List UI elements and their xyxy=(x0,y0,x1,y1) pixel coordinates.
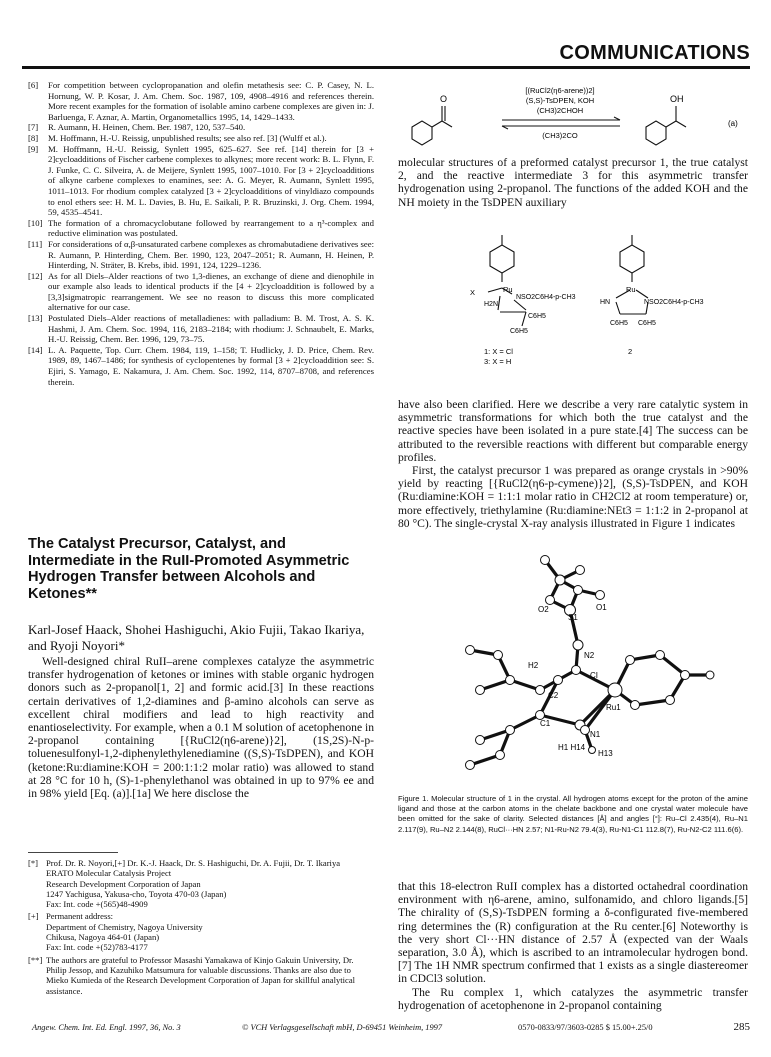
label-s1: S1 xyxy=(568,613,578,622)
body-paragraph: that this 18-electron RuII complex has a distorted octahedral coordination environment with η6-arene, amino, sulfonamido, and chloro ligands.[5] The chirality of (S,S)-TsDPEN forming a δ-configurated five-membered ring determines the (R) configuration at the Ru center.[6] Noteworthy is the very short Cl···HN distance of 2.57 Å (expected van der Waals separation, 3.0 Å), which is ascribed to an intramolecular hydrogen bond.[7] The 1H NMR spectrum confirmed that 1 exists as a single diastereomer in CDCl3 solution. xyxy=(398,880,748,986)
catalyst-1-label: 1: X = Cl xyxy=(484,347,513,356)
reference-item: [11] For considerations of α,β-unsaturated carbene complexes as chromabutadiene derivatives see: R. Aumann, P. Hinterding, Chem. Ber. 1990, 123, 2047–2051; R. Aumann, H. Heinen, P. Hinterding, N. Sträter, B. Krebs, ibid. 1991, 124, 1229–1236. xyxy=(28,238,374,271)
figure-1 xyxy=(410,540,740,780)
catalyst-2-sulfonyl: NSO2C6H4-p-CH3 xyxy=(644,299,704,306)
reagent-acetone: (CH3)2CO xyxy=(542,131,578,140)
reference-item: [9] M. Hoffmann, H.-U. Reissig, Synlett 1995, 625–627. See ref. [14] therein for [3 + 2]cycloadditions of Fischer carbene complexes to alkynes; more recent work: B. L. Flynn, F. J. Funke, C. C. Silveira, A. de Meijere, Synlett 1995, 1007–1010. For [3 + 2]cycloadditions of alkyne carbene complexes to enamines, see: A. G. Meyer, R. Aumann, Synlett 1995, 1011–1013. For rhodium complex catalyzed [3 + 2]cycloadditions of vinyldiazo compounds to enol ethers see: H. M. L. Davies, B. Hu, E. Saikali, P. R. Bruzinski, J. Org. Chem. 1994, 59, 4535–4541. xyxy=(28,143,374,218)
issn-line: 0570-0833/97/3603-0285 $ 15.00+.25/0 xyxy=(518,1023,653,1032)
reference-item: [7] R. Aumann, H. Heinen, Chem. Ber. 1987, 120, 537–540. xyxy=(28,122,246,133)
footnote-item: [**] The authors are grateful to Professor Masashi Yamakawa of Kinjo Gakuin University, Dr. Philip Jessop, and Kazuhiko Matsumura for valuable discussions. Thanks are also due to Mieko Kumieda of the Research Development Corporation of Japan for skillful analytical assistance. xyxy=(28,954,356,996)
catalyst-2-ru: Ru xyxy=(626,285,636,294)
catalyst-structures xyxy=(440,230,720,390)
reaction-scheme xyxy=(398,82,748,152)
running-header xyxy=(22,36,750,66)
body-text-block xyxy=(398,880,748,1012)
label-o2: O2 xyxy=(538,605,549,614)
label-o1: O1 xyxy=(596,603,607,612)
label-h1-h14: H1 H14 xyxy=(558,743,586,752)
body-paragraph: molecular structures of a preformed catalyst precursor 1, the true catalyst 2, and the reactive intermediate 3 for this asymmetric transfer hydrogenation using 2-propanol. The functions of the added KOH and the NH moiety in the TsDPEN auxiliary xyxy=(398,156,748,209)
reference-item: [13] Postulated Diels–Alder reactions of metalladienes: with palladium: B. M. Trost, A. S. K. Hashmi, J. Am. Chem. Soc. 1994, 116, 2183–2184; with rhodium: J. Schnaubelt, E. Marks, H.-U. Reissig, Chem. Ber. 1996, 129, 73–75. xyxy=(28,313,374,345)
catalyst-1-h2n: H2N xyxy=(484,301,499,308)
body-text-block xyxy=(398,398,748,530)
alcohol-oh-label: OH xyxy=(670,94,684,104)
label-ru1: Ru1 xyxy=(606,703,621,712)
reference-item: [8] M. Hoffmann, H.-U. Reissig, unpublished results; see also ref. [3] (Wulff et al.). xyxy=(28,132,327,143)
catalyst-structures-drawing xyxy=(440,230,720,390)
footnote-list xyxy=(28,858,374,998)
phenylethanol-structure xyxy=(646,106,686,145)
label-n1: N1 xyxy=(590,730,601,739)
header-rule xyxy=(22,66,750,69)
reference-item: [6] For competition between cyclopropanation and olefin metathesis see: C. P. Casey, N. L. Hornung, W. P. Kosar, J. Am. Chem. Soc. 1987, 109, 4908–4916 and references therein. More recent examples for the formation of isolable amino carbene complexes are given in: J. Barluenga, F. Aznar, A. Martin, Organometallics 1995, 14, 1429–1433. xyxy=(28,80,374,122)
catalyst-1-sulfonyl: NSO2C6H4-p-CH3 xyxy=(516,294,576,301)
body-paragraph: First, the catalyst precursor 1 was prepared as orange crystals in >90% yield by reacting [{RuCl2(η6-p-cymene)}2], (S,S)-TsDPEN, and KOH (Ru:diamine:KOH = 1:1:1 molar ratio in CH2Cl2 at room temperature) or, more effectively, triethylamine (Ru:diamine:NEt3 = 1:1:2 in 2-propanol at 80 °C). The single-crystal X-ray analysis illustrated in Figure 1 indicates xyxy=(398,464,748,530)
label-h13: H13 xyxy=(598,749,613,758)
catalyst-1-x: X xyxy=(470,288,476,297)
catalyst-2-hn: HN xyxy=(600,299,611,306)
reagent-isopropanol: (CH3)2CHOH xyxy=(536,106,584,115)
label-h2: H2 xyxy=(528,661,539,670)
label-c2: C2 xyxy=(548,691,559,700)
equilibrium-arrows xyxy=(502,117,620,129)
page-number: 285 xyxy=(733,1021,750,1033)
body-paragraph: have also been clarified. Here we describe a very rare catalytic system in asymmetric transformations for which both the true catalyst and the reactive species have been isolated in a pure state.[4] The success can be attributed to the reversible reactions with different but comparable energy profiles. xyxy=(398,398,748,464)
figure-caption: Figure 1. Molecular structure of 1 in the crystal. All hydrogen atoms except for the proton of the amine ligand and those at the carbon atoms in the chelate backbone and one crystal water molecule have been omitted for the sake of clarity. Selected distances [Å] and angles [°]: Ru–Cl 2.435(4), Ru–N1 2.117(9), Ru–N2 2.144(8), RuCl···HN 2.57; N1-Ru-N2 79.4(3), Ru-N1-C1 112.8(7), Ru-N2-C2 111.6(6). xyxy=(398,794,748,834)
article-authors: Karl-Josef Haack, Shohei Hashiguchi, Akio Fujii, Takao Ikariya, and Ryoji Noyori* xyxy=(28,622,365,653)
label-n2: N2 xyxy=(584,651,595,660)
catalyst-2-phenyl-a: C6H5 xyxy=(610,320,628,327)
catalyst-2-phenyl-b: C6H5 xyxy=(638,320,656,327)
reference-item: [10] The formation of a chromacyclobutane followed by rearrangement to a η³-complex and reductive elimination was postulated. xyxy=(28,217,374,239)
footnote-item: [+] Permanent address: Department of Chemistry, Nagoya University Chikusa, Nagoya 464-01 (Japan) Fax: Int. code +(52)783-4177 xyxy=(28,911,203,953)
ketone-oxygen-label: O xyxy=(440,94,448,104)
crystal-structure-drawing xyxy=(410,540,740,780)
reference-item: [14] L. A. Paquette, Top. Curr. Chem. 1984, 119, 1–158; T. Hudlicky, J. D. Price, Chem. Rev. 1989, 89, 1467–1486; for synthesis of cyclopentenes by formal [3 + 2]cycloaddition see: S. Ejiri, S. Yamago, E. Nakamura, J. Am. Chem. Soc. 1992, 114, 8707–8708, and references therein. xyxy=(28,344,374,387)
reaction-scheme-drawing xyxy=(398,82,748,152)
footnote-item: [*] Prof. Dr. R. Noyori,[+] Dr. K.-J. Haack, Dr. S. Hashiguchi, Dr. A. Fujii, Dr. T. Ikariya ERATO Molecular Catalysis Project Research Development Corporation of Japan 1247 Yachigusa, Yakusa-cho, Toyota 470-03 (Japan) Fax: Int. code +(565)48-4909 xyxy=(28,858,341,910)
acetophenone-structure xyxy=(412,106,452,145)
catalyst-3-label: 3: X = H xyxy=(484,357,512,366)
catalyst-1-ru: Ru xyxy=(503,285,513,294)
reagent-ruthenium: [(RuCl2(η6-arene))2] xyxy=(525,86,595,95)
catalyst-1-phenyl-a: C6H5 xyxy=(528,313,546,320)
article-title: The Catalyst Precursor, Catalyst, and Intermediate in the RuII-Promoted Asymmetric Hydrogen Transfer between Alcohols and Ketones** xyxy=(28,536,350,602)
section-title: COMMUNICATIONS xyxy=(559,42,750,64)
reference-list xyxy=(28,80,374,387)
body-paragraph: The Ru complex 1, which catalyzes the asymmetric transfer hydrogenation of acetophenone in 2-propanol containing xyxy=(398,985,748,1012)
catalyst-1-phenyl-b: C6H5 xyxy=(510,328,528,335)
intro-paragraph: Well-designed chiral RuII–arene complexes catalyze the asymmetric transfer hydrogenation of ketones or imines with stable organic hydrogen donors such as 2-propanol[1, 2] and formic acid.[3] In these reactions certain derivatives of 1,2-diamines and β-amino alcohols can serve as excellent chiral modifiers and lead to high reactivity and enantioselectivity. For example, when a 0.1 M solution of acetophenone in 2-propanol containing [{RuCl2(η6-arene)}2], (1S,2S)-N-p-toluenesulfonyl-1,2-diphenylethylenediamine ((S,S)-TsDPEN), and KOH (ketone:Ru:diamine:KOH = 200:1:1:2 molar ratio) was allowed to stand at 28 °C for 10 h, (S)-1-phenylethanol was obtained in up to 97% ee and in 98% yield [Eq. (a)].[1a] We here disclose the xyxy=(28,655,375,801)
label-c1: C1 xyxy=(540,719,551,728)
journal-citation: Angew. Chem. Int. Ed. Engl. 1997, 36, No. 3 xyxy=(32,1023,181,1032)
label-ci: CI xyxy=(590,671,598,680)
catalyst-2-label: 2 xyxy=(628,347,633,356)
publisher-line: © VCH Verlagsgesellschaft mbH, D-69451 Weinheim, 1997 xyxy=(242,1023,443,1032)
reference-item: [12] As for all Diels–Alder reactions of two 1,3-dienes, an exchange of diene and dienophile in our example also leads to identical products if the [4 + 2]cycloaddition is followed by a [3,3]sigmatropic rearrangement. We see no reason to discuss this more complicated alternative for our case. xyxy=(28,270,374,313)
reagent-tsdpen: (S,S)-TsDPEN, KOH xyxy=(525,96,595,105)
equation-label: (a) xyxy=(728,119,738,128)
footnote-rule xyxy=(28,852,118,853)
catalyst-1-skeleton xyxy=(488,235,526,326)
